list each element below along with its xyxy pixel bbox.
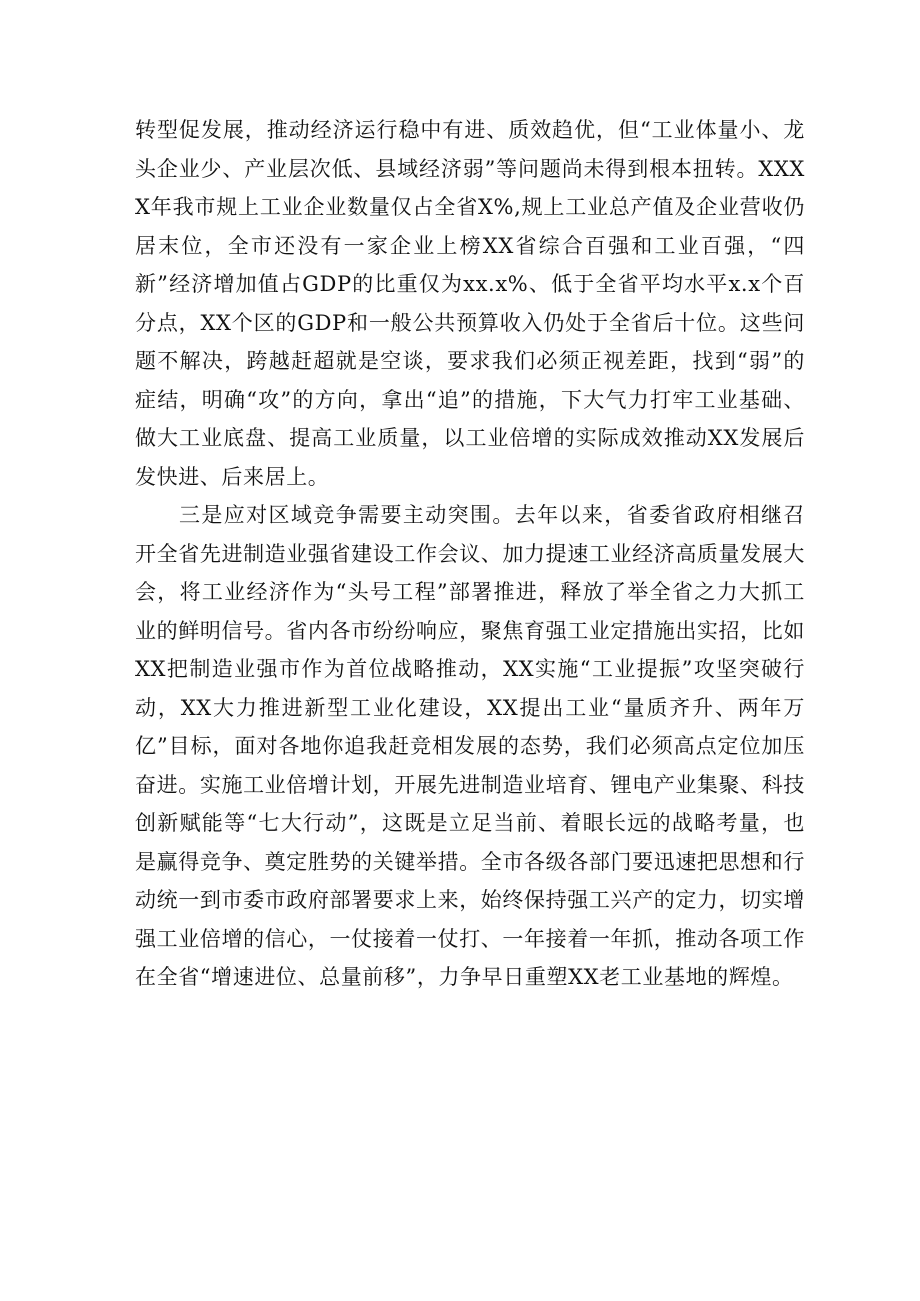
paragraph-regional-competition: 三是应对区域竞争需要主动突围。去年以来，省委省政府相继召开全省先进制造业强省建设工作会议、加力提速工业经济高质量发展大会，将工业经济作为“头号工程”部署推进，释放了举全省之力大抓工业的鲜明信号。省内各市纷纷响应，聚焦育强工业定措施出实招，比如XX把制造业强市作为首位战略推动，XX实施“工业提振”攻坚突破行动，XX大力推进新型工业化建设，XX提出工业“量质齐升、两年万亿”目标，面对各地你追我赶竞相发展的态势，我们必须高点定位加压奋进。实施工业倍增计划，开展先进制造业培育、锂电产业集聚、科技创新赋能等“七大行动”，这既是立足当前、着眼长远的战略考量，也是赢得竞争、奠定胜势的关键举措。全市各级各部门要迅速把思想和行动统一到市委市政府部署要求上来，始终保持强工兴产的定力，切实增强工业倍增的信心，一仗接着一仗打、一年接着一年抓，推动各项工作在全省“增速进位、总量前移”，力争早日重塑XX老工业基地的辉煌。	[135, 503, 805, 989]
paragraph-industry-gaps: 转型促发展，推动经济运行稳中有进、质效趋优，但“工业体量小、龙头企业少、产业层次低、县域经济弱”等问题尚未得到根本扭转。XXXX年我市规上工业企业数量仅占全省X%,规上工业总产值及企业营收仍居末位，全市还没有一家企业上榜XX省综合百强和工业百强，“四新”经济增加值占GDP的比重仅为xx.x%、低于全省平均水平x.x个百分点，XX个区的GDP和一般公共预算收入仍处于全省后十位。这些问题不解决，跨越赶超就是空谈，要求我们必须正视差距，找到“弱”的症结，明确“攻”的方向，拿出“追”的措施，下大气力打牢工业基础、做大工业底盘、提高工业质量，以工业倍增的实际成效推动XX发展后发快进、后来居上。	[135, 118, 805, 489]
document-body	[135, 111, 805, 997]
